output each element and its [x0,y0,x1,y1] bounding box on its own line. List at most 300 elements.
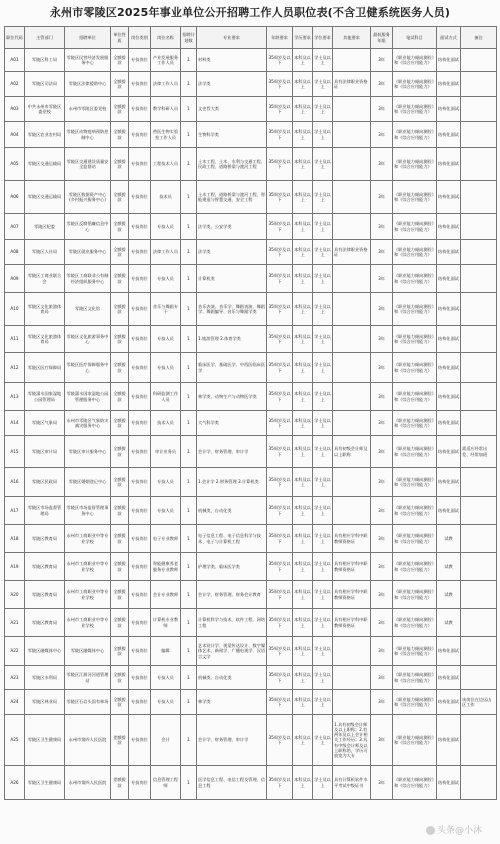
table-cell: 全额拨款 [111,637,129,666]
table-row [5,637,497,666]
table-cell: 本科及以上 [293,383,313,411]
column-header: 学历要求 [293,27,313,49]
table-cell: 3年 [371,293,393,326]
table-cell: 计算机类 [197,265,267,293]
table-cell: 专技岗位 [129,637,151,666]
table-cell: 林学类、动物生产与动物医学类 [197,383,267,411]
table-cell: 零陵区文化旅游体育局 [25,326,65,353]
table-cell: 学士及以上 [313,468,333,497]
column-header: 学位要求 [313,27,333,49]
table-cell [461,468,497,497]
column-header: 专业要求 [197,27,267,49]
table-cell: 3年 [371,581,393,609]
table-cell: 具有法律职业资格证 [333,240,371,265]
table-cell: A10 [5,293,25,326]
table-cell: 全额拨款 [111,609,129,637]
table-cell: 《职业能力倾向测验》和《综合应用能力》 [393,214,437,240]
table-cell: 零陵区卫生健康局 [25,715,65,766]
table-cell: 学士及以上 [313,553,333,581]
table-cell: 差额拨款 [111,766,129,800]
table-cell: 《职业能力倾向测验》和《综合应用能力》 [393,690,437,715]
table-cell: 本科及以上 [293,581,313,609]
table-cell: 零陵区司法局 [25,72,65,97]
table-cell: 结构化面试 [437,122,461,148]
table-cell: 35周岁及以下 [267,214,293,240]
table-row [5,97,497,122]
table-cell: A18 [5,525,25,553]
table-cell: 零陵区工商业联合会 [25,265,65,293]
table-cell: 零陵区民营经济发展服务中心 [65,49,111,72]
table-cell: 1 [181,581,197,609]
table-cell: 结构化面试 [437,240,461,265]
table-cell: 具有计算机软件水平考试中级证书 [333,766,371,800]
table-cell: 35周岁及以下 [267,411,293,436]
table-cell: 3年 [371,383,393,411]
table-cell: 零陵区动物疫病预防控制中心 [65,122,111,148]
table-cell: 全额拨款 [111,525,129,553]
table-cell: 结构化面试 [437,690,461,715]
table-cell: 中共永州市零陵区委党校 [25,97,65,122]
table-cell: 3年 [371,97,393,122]
table-cell: 零陵区医疗保障服务中心 [65,353,111,383]
table-cell: 本科及以上 [293,436,313,468]
table-cell: 《职业能力倾向测验》和《综合应用能力》 [393,326,437,353]
table-cell: 专技岗位 [129,497,151,525]
table-cell: 35周岁及以下 [267,609,293,637]
table-row [5,690,497,715]
table-cell: 本科及以上 [293,715,313,766]
table-cell: 35周岁及以下 [267,240,293,265]
table-cell: 《职业能力倾向测验》和《综合应用能力》 [393,411,437,436]
table-cell: 全额拨款 [111,436,129,468]
table-cell: 专技人员 [151,326,181,353]
table-cell [461,265,497,293]
table-cell: 零陵区就业服务中心 [65,240,111,265]
table-cell: 零陵区审计服务中心 [65,436,111,468]
column-header: 招聘计划数 [181,27,197,49]
table-cell: 3年 [371,436,393,468]
table-cell: 《职业能力倾向测验》和《综合应用能力》 [393,240,437,265]
positions-table [4,26,497,800]
table-row [5,148,497,181]
table-cell [461,181,497,214]
table-cell [461,122,497,148]
table-cell: 学士及以上 [313,122,333,148]
table-cell: 学士及以上 [313,181,333,214]
column-header: 面试方式 [437,27,461,49]
table-cell: 专技岗位 [129,72,151,97]
column-header: 主管部门 [25,27,65,49]
table-cell: 需适应经常出差、经常加班 [461,436,497,468]
table-cell [461,497,497,525]
table-cell [461,293,497,326]
table-cell: A13 [5,383,25,411]
table-row [5,353,497,383]
table-cell: 全额拨款 [111,581,129,609]
table-cell: 本科及以上 [293,214,313,240]
table-cell: 零陵区反腐倡廉信息中心 [65,214,111,240]
table-cell: 本科及以上 [293,97,313,122]
table-row [5,326,497,353]
table-cell: 全额拨款 [111,214,129,240]
table-cell: A15 [5,436,25,468]
table-cell: 35周岁及以下 [267,497,293,525]
table-row [5,468,497,497]
table-cell: 法学类、公安学类 [197,214,267,240]
table-cell: 《职业能力倾向测验》和《综合应用能力》 [393,436,437,468]
table-cell: 1 [181,293,197,326]
table-cell: 专技岗位 [129,97,151,122]
table-row [5,122,497,148]
table-cell: 零陵区水利局 [25,666,65,690]
table-cell: A25 [5,715,25,766]
table-cell: 《职业能力倾向测验》和《综合应用能力》 [393,553,437,581]
table-cell: 3年 [371,214,393,240]
table-cell: 全额拨款 [111,240,129,265]
table-cell: 本科及以上 [293,326,313,353]
table-cell: 3年 [371,265,393,293]
table-cell [461,148,497,181]
table-cell: 学士及以上 [313,436,333,468]
table-cell: A09 [5,265,25,293]
table-cell: 林学类 [197,690,267,715]
table-cell: 全额拨款 [111,181,129,214]
table-cell: 电子专业教师 [151,525,181,553]
table-cell [461,553,497,581]
table-cell: 3年 [371,72,393,97]
table-cell [461,609,497,637]
table-row [5,181,497,214]
table-cell: 学士及以上 [313,265,333,293]
table-cell: 学士及以上 [313,293,333,326]
table-cell: 学士及以上 [313,72,333,97]
table-cell: 零陵区交通运输局 [25,181,65,214]
table-cell: 音乐表演、音乐学、舞蹈表演、舞蹈学、舞蹈编导、音乐与舞蹈学类 [197,293,267,326]
table-cell: 《职业能力倾向测验》和《综合应用能力》 [393,122,437,148]
table-cell: 全额拨款 [111,122,129,148]
table-cell: 3年 [371,525,393,553]
table-cell: 1 [181,181,197,214]
table-cell: A19 [5,553,25,581]
table-cell: A23 [5,666,25,690]
table-cell: 专技岗位 [129,609,151,637]
table-cell: 结构化面试 [437,715,461,766]
table-cell: 永州市工商职业中等专业学校 [65,525,111,553]
table-cell: 结构化面试 [437,72,461,97]
table-cell: 具有相应学科中职教师资格证 [333,525,371,553]
table-cell: 零陵区教育局 [25,525,65,553]
column-header: 单位性质 [111,27,129,49]
table-cell: 1 [181,383,197,411]
table-row [5,293,497,326]
table-cell: 智能健康养老服务专业教师 [151,553,181,581]
table-cell [461,240,497,265]
table-cell: 法律工作人员 [151,72,181,97]
table-cell: 零陵潇水国家湿地公园管理服务中心 [65,383,111,411]
table-cell: 《职业能力倾向测验》和《综合应用能力》 [393,766,437,800]
table-cell: 《职业能力倾向测验》和《综合应用能力》 [393,353,437,383]
table-cell: 零陵区文化旅游体育局 [25,293,65,326]
table-cell: 3年 [371,240,393,265]
table-cell: 永州市零陵区气象防灾减灾服务中心 [65,411,111,436]
table-cell: 试教 [437,525,461,553]
table-cell: 产业发展服务工作人员 [151,49,181,72]
table-cell: 全额拨款 [111,326,129,353]
table-cell: 1 [181,353,197,383]
table-cell: 结构化面试 [437,293,461,326]
table-cell: 本科及以上 [293,690,313,715]
table-cell: 3年 [371,715,393,766]
table-cell: 全额拨款 [111,553,129,581]
table-row [5,766,497,800]
table-cell: 差额拨款 [111,715,129,766]
table-cell: 零陵区市场监督管理事务中心 [65,497,111,525]
table-cell: 专技岗位 [129,383,151,411]
table-cell: 全额拨款 [111,148,129,181]
table-cell: 全额拨款 [111,97,129,122]
table-cell: 医学信息工程、电信工程及管理、信息工程 [197,766,267,800]
table-cell: A07 [5,214,25,240]
column-header: 最低服务年限 [371,27,393,49]
table-cell: 专技人员 [151,214,181,240]
table-cell: 零陵区教育局 [25,609,65,637]
table-cell: 《职业能力倾向测验》和《综合应用能力》 [393,383,437,411]
table-cell: 学士及以上 [313,497,333,525]
table-cell: 35周岁及以下 [267,525,293,553]
table-cell: 本科及以上 [293,553,313,581]
table-cell: 全额拨款 [111,353,129,383]
table-cell: 本科及以上 [293,497,313,525]
table-cell: 专技岗位 [129,122,151,148]
table-cell: 35周岁及以下 [267,181,293,214]
table-cell: 《职业能力倾向测验》和《综合应用能力》 [393,637,437,666]
table-cell: 3年 [371,411,393,436]
table-row [5,581,497,609]
table-cell: 1 [181,468,197,497]
table-cell: 专技人员 [151,468,181,497]
table-cell: 兽医生物实验室工作人员 [151,122,181,148]
table-cell: 零陵区审计局 [25,436,65,468]
table-cell [461,383,497,411]
table-cell: 学士及以上 [313,49,333,72]
table-cell: 结构化面试 [437,766,461,800]
table-cell: 3年 [371,181,393,214]
table-cell: 具有法律职业资格证 [333,72,371,97]
table-cell: 1 [181,240,197,265]
table-cell: 《职业能力倾向测验》和《综合应用能力》 [393,468,437,497]
table-cell [333,97,371,122]
table-cell [461,766,497,800]
table-cell: 专技岗位 [129,353,151,383]
table-cell: 本科及以上 [293,72,313,97]
table-cell: 会计专业教师 [151,581,181,609]
table-row [5,609,497,637]
table-cell: 3年 [371,468,393,497]
table-cell: 1 [181,690,197,715]
table-cell: 零陵区文化馆 [65,293,111,326]
table-cell: 零陵区婚姻登记中心 [65,468,111,497]
table-cell: 大气科学类 [197,411,267,436]
table-cell: 生物科学类 [197,122,267,148]
table-cell: 本科及以上 [293,637,313,666]
table-cell: 材料类 [197,49,267,72]
table-cell: 本科及以上 [293,468,313,497]
table-cell: 零陵区融媒体中心 [25,637,65,666]
table-cell: 计算机专业教师 [151,609,181,637]
table-cell: 专技人员 [151,497,181,525]
table-cell: 3年 [371,766,393,800]
table-cell [461,411,497,436]
column-header: 职位代码 [5,27,25,49]
table-cell: 学士及以上 [313,148,333,181]
table-cell: 1.会计学 2.财务管理 3.计算机类 [197,468,267,497]
table-cell: 全额拨款 [111,497,129,525]
table-cell: 1 [181,766,197,800]
table-cell [333,49,371,72]
column-header: 年龄要求 [267,27,293,49]
table-cell: 1 [181,122,197,148]
table-cell: 专技岗位 [129,181,151,214]
table-cell: 专技岗位 [129,666,151,690]
table-cell: A02 [5,72,25,97]
table-cell: 全额拨款 [111,690,129,715]
table-cell: A17 [5,497,25,525]
table-cell: 专技岗位 [129,326,151,353]
table-cell: 结构化面试 [437,666,461,690]
table-cell: 具有相应学科中职教师资格证 [333,581,371,609]
table-cell: 编辑 [151,637,181,666]
table-cell: 1 [181,609,197,637]
table-cell: 法律工作人员 [151,240,181,265]
table-cell: 土木工程、道路桥梁与渡河工程、智能建造与智慧交通、安全工程 [197,181,267,214]
column-header: 其他要求 [333,27,371,49]
table-cell: 结构化面试 [437,326,461,353]
table-cell: 学士及以上 [313,715,333,766]
table-cell: 3年 [371,353,393,383]
table-cell: 1 [181,715,197,766]
table-cell: 全额拨款 [111,265,129,293]
table-cell: A03 [5,97,25,122]
table-cell: 零陵区数据资产中心(乡村振兴服务中心) [65,181,111,214]
table-cell: 信息管理工程师 [151,766,181,800]
table-cell: 1 [181,72,197,97]
table-cell: 本科及以上 [293,240,313,265]
table-cell: 结构化面试 [437,497,461,525]
table-cell: 3年 [371,690,393,715]
table-cell [333,353,371,383]
table-cell: 专技岗位 [129,581,151,609]
table-cell: 试教 [437,581,461,609]
table-cell: A20 [5,581,25,609]
table-cell: 专技岗位 [129,436,151,468]
table-cell: 本科及以上 [293,181,313,214]
table-cell: 土木工程、土木、水利与交通工程、民政工程、道路桥梁与渡河工程 [197,148,267,181]
table-cell: A14 [5,411,25,436]
table-row [5,214,497,240]
table-cell [461,666,497,690]
table-cell: 学士及以上 [313,383,333,411]
table-row [5,49,497,72]
table-cell: 专技岗位 [129,690,151,715]
table-cell: 计算机科学与技术、软件工程、网络工程 [197,609,267,637]
table-cell: 全额拨款 [111,72,129,97]
table-header-row [5,27,497,49]
table-cell: 永州市第四人民医院 [65,766,111,800]
table-cell: 审计业务员 [151,436,181,468]
table-cell: 1 [181,637,197,666]
table-cell: 零陵区融媒体中心 [65,637,111,666]
table-cell: 学士及以上 [313,326,333,353]
table-cell: 1.旅游管理 2.体育学类 [197,326,267,353]
table-cell: 教学科研人员 [151,97,181,122]
table-cell: 《职业能力倾向测验》和《综合应用能力》 [393,525,437,553]
table-cell: 《职业能力倾向测验》和《综合应用能力》 [393,265,437,293]
table-cell: 本科及以上 [293,666,313,690]
table-cell: 专技人员 [151,265,181,293]
table-cell: 永州市工商职业中等专业学校 [65,609,111,637]
table-cell: 全额拨款 [111,666,129,690]
table-cell: 《职业能力倾向测验》和《综合应用能力》 [393,666,437,690]
table-cell: 35周岁及以下 [267,383,293,411]
table-cell: 临床医学、基础医学、中西医临床医学 [197,353,267,383]
table-cell: 零陵区医疗保障局 [25,353,65,383]
table-cell: 护理学类、临床医学类 [197,553,267,581]
table-cell [333,214,371,240]
table-cell: 音乐与舞蹈专干 [151,293,181,326]
table-cell: 本科及以上 [293,49,313,72]
table-cell [333,637,371,666]
table-cell: 本科及以上 [293,293,313,326]
table-cell: 1 [181,436,197,468]
table-cell: 35周岁及以下 [267,468,293,497]
table-cell: 专技岗位 [129,468,151,497]
table-cell: 《职业能力倾向测验》和《综合应用能力》 [393,72,437,97]
table-cell: 35周岁及以下 [267,72,293,97]
table-cell [333,122,371,148]
table-cell: 专技岗位 [129,553,151,581]
table-cell: 35周岁及以下 [267,148,293,181]
table-cell: 专技岗位 [129,49,151,72]
table-cell: 35周岁及以下 [267,666,293,690]
table-cell: 本科及以上 [293,148,313,181]
table-cell: 法学类 [197,240,267,265]
table-cell: 该岗位在边远山区工作 [461,690,497,715]
table-cell: 结构化面试 [437,468,461,497]
table-cell: 会计学、财务管理、审计学 [197,715,267,766]
table-cell: 零陵区气象局 [25,411,65,436]
table-cell [461,581,497,609]
table-cell: 具有相应学科中职教师资格证 [333,609,371,637]
table-cell: 结构化面试 [437,383,461,411]
table-cell: A22 [5,637,25,666]
table-cell [333,181,371,214]
table-cell [461,637,497,666]
table-cell: 学士及以上 [313,97,333,122]
table-cell: A11 [5,326,25,353]
table-cell: 零陵区市场监督管理局 [25,497,65,525]
table-cell [333,293,371,326]
table-cell: 35周岁及以下 [267,436,293,468]
table-cell: 35周岁及以下 [267,715,293,766]
column-header: 岗位名称 [151,27,181,49]
table-cell: 35周岁及以下 [267,49,293,72]
table-cell: 3年 [371,49,393,72]
table-row [5,497,497,525]
table-cell: 3年 [371,497,393,525]
table-cell: 专技人员 [151,666,181,690]
table-cell: 专技岗位 [129,525,151,553]
table-row [5,240,497,265]
